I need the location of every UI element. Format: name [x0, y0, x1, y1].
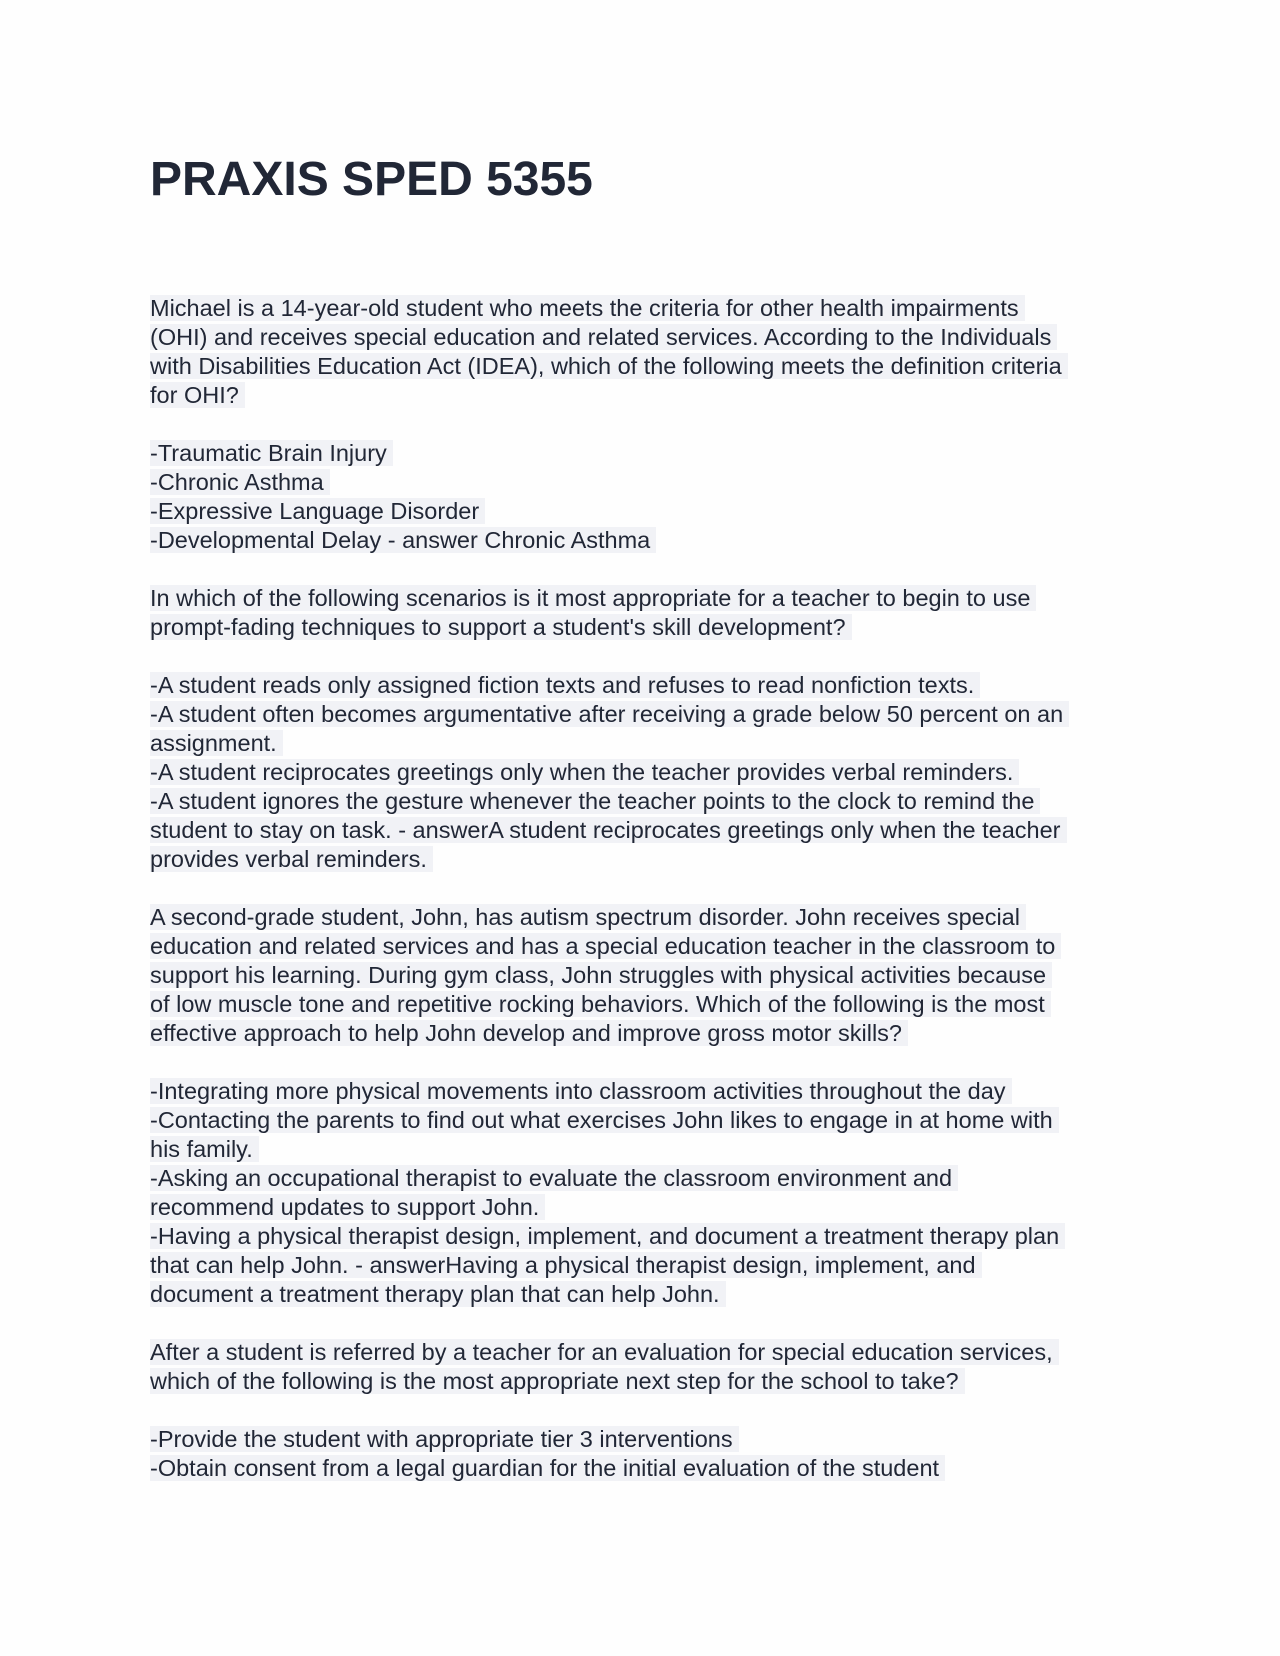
option-line: [150, 1106, 1140, 1135]
question-line: [150, 352, 1140, 381]
paragraph-gap: [150, 874, 1140, 903]
question-paragraph: [150, 903, 1140, 1048]
highlighted-text: document a treatment therapy plan that can help John.: [150, 1281, 726, 1307]
question-line: [150, 613, 1140, 642]
highlighted-text: (OHI) and receives special education and related services. According to the Individuals: [150, 324, 1057, 350]
document-title: PRAXIS SPED 5355: [150, 153, 593, 206]
paragraph-gap: [150, 555, 1140, 584]
paragraph-gap: [150, 642, 1140, 671]
question-paragraph: [150, 1338, 1140, 1396]
option-line: [150, 439, 1140, 468]
highlighted-text: -Asking an occupational therapist to evaluate the classroom environment and: [150, 1165, 958, 1191]
option-line: [150, 729, 1140, 758]
highlighted-text: which of the following is the most appropriate next step for the school to take?: [150, 1368, 965, 1394]
highlighted-text: -Integrating more physical movements into classroom activities throughout the day: [150, 1078, 1012, 1104]
document-body: [150, 294, 1140, 1483]
paragraph-gap: [150, 1396, 1140, 1425]
paragraph-gap: [150, 1309, 1140, 1338]
question-line: [150, 903, 1140, 932]
highlighted-text: -Obtain consent from a legal guardian for the initial evaluation of the student: [150, 1455, 945, 1481]
option-line: [150, 1251, 1140, 1280]
option-line: [150, 671, 1140, 700]
highlighted-text: -Having a physical therapist design, implement, and document a treatment therapy plan: [150, 1223, 1065, 1249]
option-line: [150, 787, 1140, 816]
option-line: [150, 1077, 1140, 1106]
highlighted-text: -A student reads only assigned fiction texts and refuses to read nonfiction texts.: [150, 672, 980, 698]
paragraph-gap: [150, 410, 1140, 439]
highlighted-text: prompt-fading techniques to support a student's skill development?: [150, 614, 852, 640]
option-line: [150, 816, 1140, 845]
highlighted-text: A second-grade student, John, has autism spectrum disorder. John receives special: [150, 904, 1026, 930]
highlighted-text: effective approach to help John develop and improve gross motor skills?: [150, 1020, 908, 1046]
highlighted-text: with Disabilities Education Act (IDEA), which of the following meets the definition criteria: [150, 353, 1068, 379]
question-line: [150, 294, 1140, 323]
highlighted-text: After a student is referred by a teacher for an evaluation for special education services,: [150, 1339, 1059, 1365]
option-line: [150, 1193, 1140, 1222]
highlighted-text: that can help John. - answerHaving a physical therapist design, implement, and: [150, 1252, 982, 1278]
option-line: [150, 526, 1140, 555]
highlighted-text: -Developmental Delay - answer Chronic Asthma: [150, 527, 656, 553]
question-line: [150, 932, 1140, 961]
highlighted-text: -A student often becomes argumentative after receiving a grade below 50 percent on an: [150, 701, 1069, 727]
highlighted-text: Michael is a 14-year-old student who meets the criteria for other health impairments: [150, 295, 1025, 321]
answer-options: [150, 671, 1140, 874]
highlighted-text: provides verbal reminders.: [150, 846, 433, 872]
question-line: [150, 1338, 1140, 1367]
answer-options: [150, 1425, 1140, 1483]
question-line: [150, 990, 1140, 1019]
highlighted-text: for OHI?: [150, 382, 245, 408]
question-paragraph: [150, 294, 1140, 410]
option-line: [150, 700, 1140, 729]
question-line: [150, 1019, 1140, 1048]
highlighted-text: support his learning. During gym class, John struggles with physical activities because: [150, 962, 1052, 988]
highlighted-text: -Provide the student with appropriate tier 3 interventions: [150, 1426, 739, 1452]
answer-options: [150, 439, 1140, 555]
paragraph-gap: [150, 1048, 1140, 1077]
option-line: [150, 1164, 1140, 1193]
option-line: [150, 845, 1140, 874]
option-line: [150, 1222, 1140, 1251]
highlighted-text: -Contacting the parents to find out what exercises John likes to engage in at home with: [150, 1107, 1059, 1133]
option-line: [150, 1280, 1140, 1309]
highlighted-text: -A student reciprocates greetings only when the teacher provides verbal reminders.: [150, 759, 1019, 785]
highlighted-text: In which of the following scenarios is it most appropriate for a teacher to begin to use: [150, 585, 1036, 611]
highlighted-text: recommend updates to support John.: [150, 1194, 545, 1220]
question-line: [150, 1367, 1140, 1396]
option-line: [150, 758, 1140, 787]
question-paragraph: [150, 584, 1140, 642]
highlighted-text: education and related services and has a special education teacher in the classroom to: [150, 933, 1061, 959]
option-line: [150, 468, 1140, 497]
question-line: [150, 381, 1140, 410]
option-line: [150, 1135, 1140, 1164]
question-line: [150, 584, 1140, 613]
highlighted-text: -Expressive Language Disorder: [150, 498, 485, 524]
question-line: [150, 961, 1140, 990]
highlighted-text: his family.: [150, 1136, 259, 1162]
answer-options: [150, 1077, 1140, 1309]
highlighted-text: assignment.: [150, 730, 283, 756]
option-line: [150, 1425, 1140, 1454]
question-line: [150, 323, 1140, 352]
highlighted-text: -Chronic Asthma: [150, 469, 330, 495]
option-line: [150, 1454, 1140, 1483]
option-line: [150, 497, 1140, 526]
highlighted-text: of low muscle tone and repetitive rocking behaviors. Which of the following is the most: [150, 991, 1051, 1017]
highlighted-text: -A student ignores the gesture whenever the teacher points to the clock to remind the: [150, 788, 1040, 814]
highlighted-text: student to stay on task. - answerA student reciprocates greetings only when the teacher: [150, 817, 1067, 843]
highlighted-text: -Traumatic Brain Injury: [150, 440, 393, 466]
